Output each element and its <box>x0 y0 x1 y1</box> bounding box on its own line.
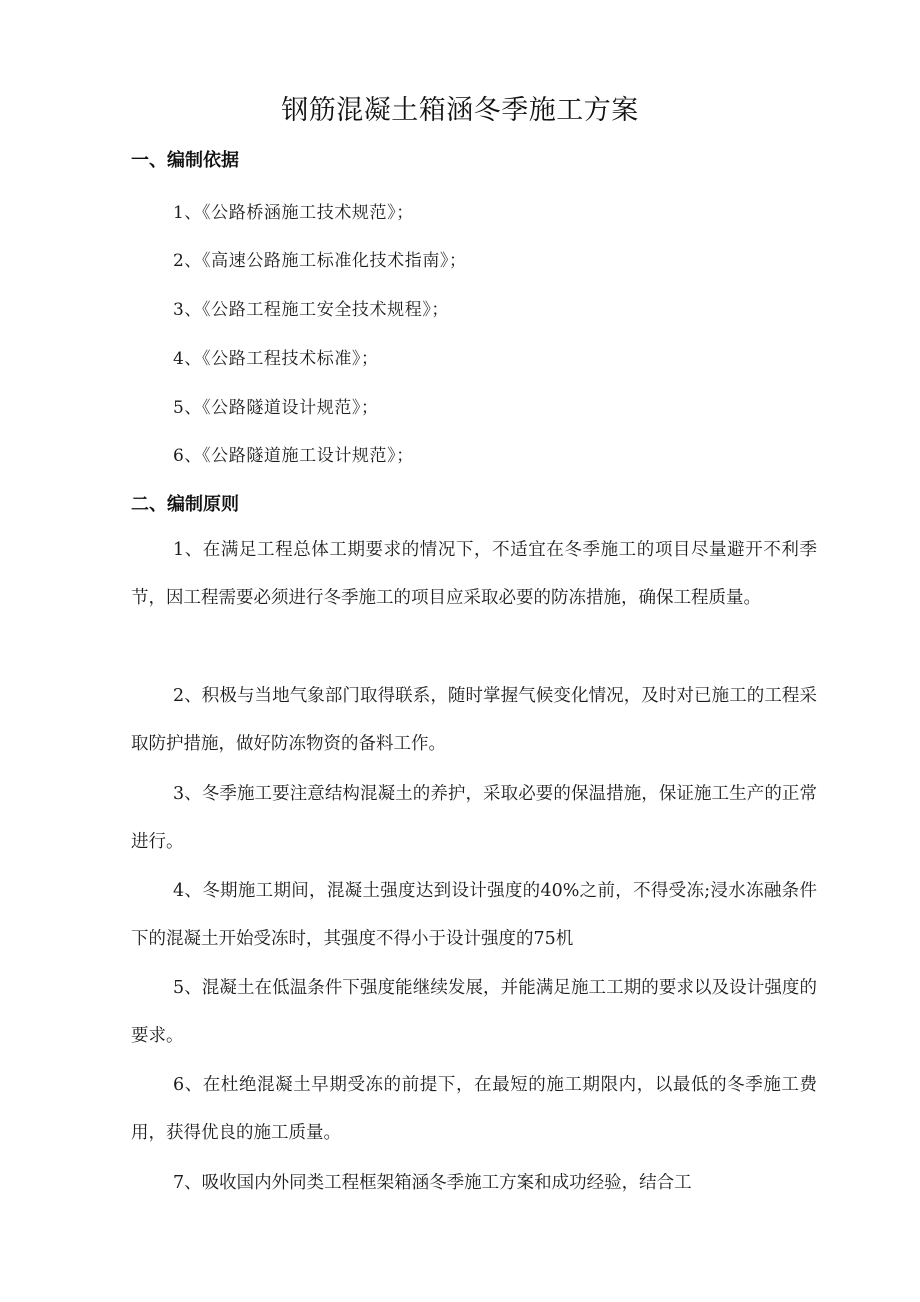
reference-item: 4、《公路工程技术标准》； <box>173 349 379 369</box>
principle-paragraph: 4、冬期施工期间，混凝土强度达到设计强度的40%之前，不得受冻;浸水冻融条件下的混凝土开始受冻时，其强度不得小于设计强度的75机 <box>131 881 817 949</box>
principle-paragraph: 7、吸收国内外同类工程框架箱涵冬季施工方案和成功经验，结合工 <box>173 1173 692 1193</box>
principle-paragraph: 3、冬季施工要注意结构混凝土的养护，采取必要的保温措施，保证施工生产的正常进行。 <box>131 784 817 852</box>
reference-item: 3、《公路工程施工安全技术规程》； <box>173 300 450 320</box>
reference-item: 1、《公路桥涵施工技术规范》； <box>173 203 414 223</box>
document-title: 钢筋混凝土箱涵冬季施工方案 <box>281 95 639 126</box>
section-heading-basis: 一、编制依据 <box>131 150 239 171</box>
principle-paragraph: 6、在杜绝混凝土早期受冻的前提下，在最短的施工期限内，以最低的冬季施工费用，获得优良的施工质量。 <box>131 1075 817 1143</box>
reference-item: 5、《公路隧道设计规范》； <box>173 398 379 418</box>
reference-item: 2、《高速公路施工标准化技术指南》； <box>173 251 467 271</box>
principle-paragraph: 2、积极与当地气象部门取得联系，随时掌握气候变化情况，及时对已施工的工程采取防护措施，做好防冻物资的备料工作。 <box>131 686 817 754</box>
reference-item: 6、《公路隧道施工设计规范》； <box>173 446 414 466</box>
section-heading-principles: 二、编制原则 <box>131 494 239 515</box>
principle-paragraph: 1、在满足工程总体工期要求的情况下，不适宜在冬季施工的项目尽量避开不利季节，因工程需要必须进行冬季施工的项目应采取必要的防冻措施，确保工程质量。 <box>131 540 817 608</box>
principle-paragraph: 5、混凝土在低温条件下强度能继续发展，并能满足施工工期的要求以及设计强度的要求。 <box>131 978 817 1046</box>
